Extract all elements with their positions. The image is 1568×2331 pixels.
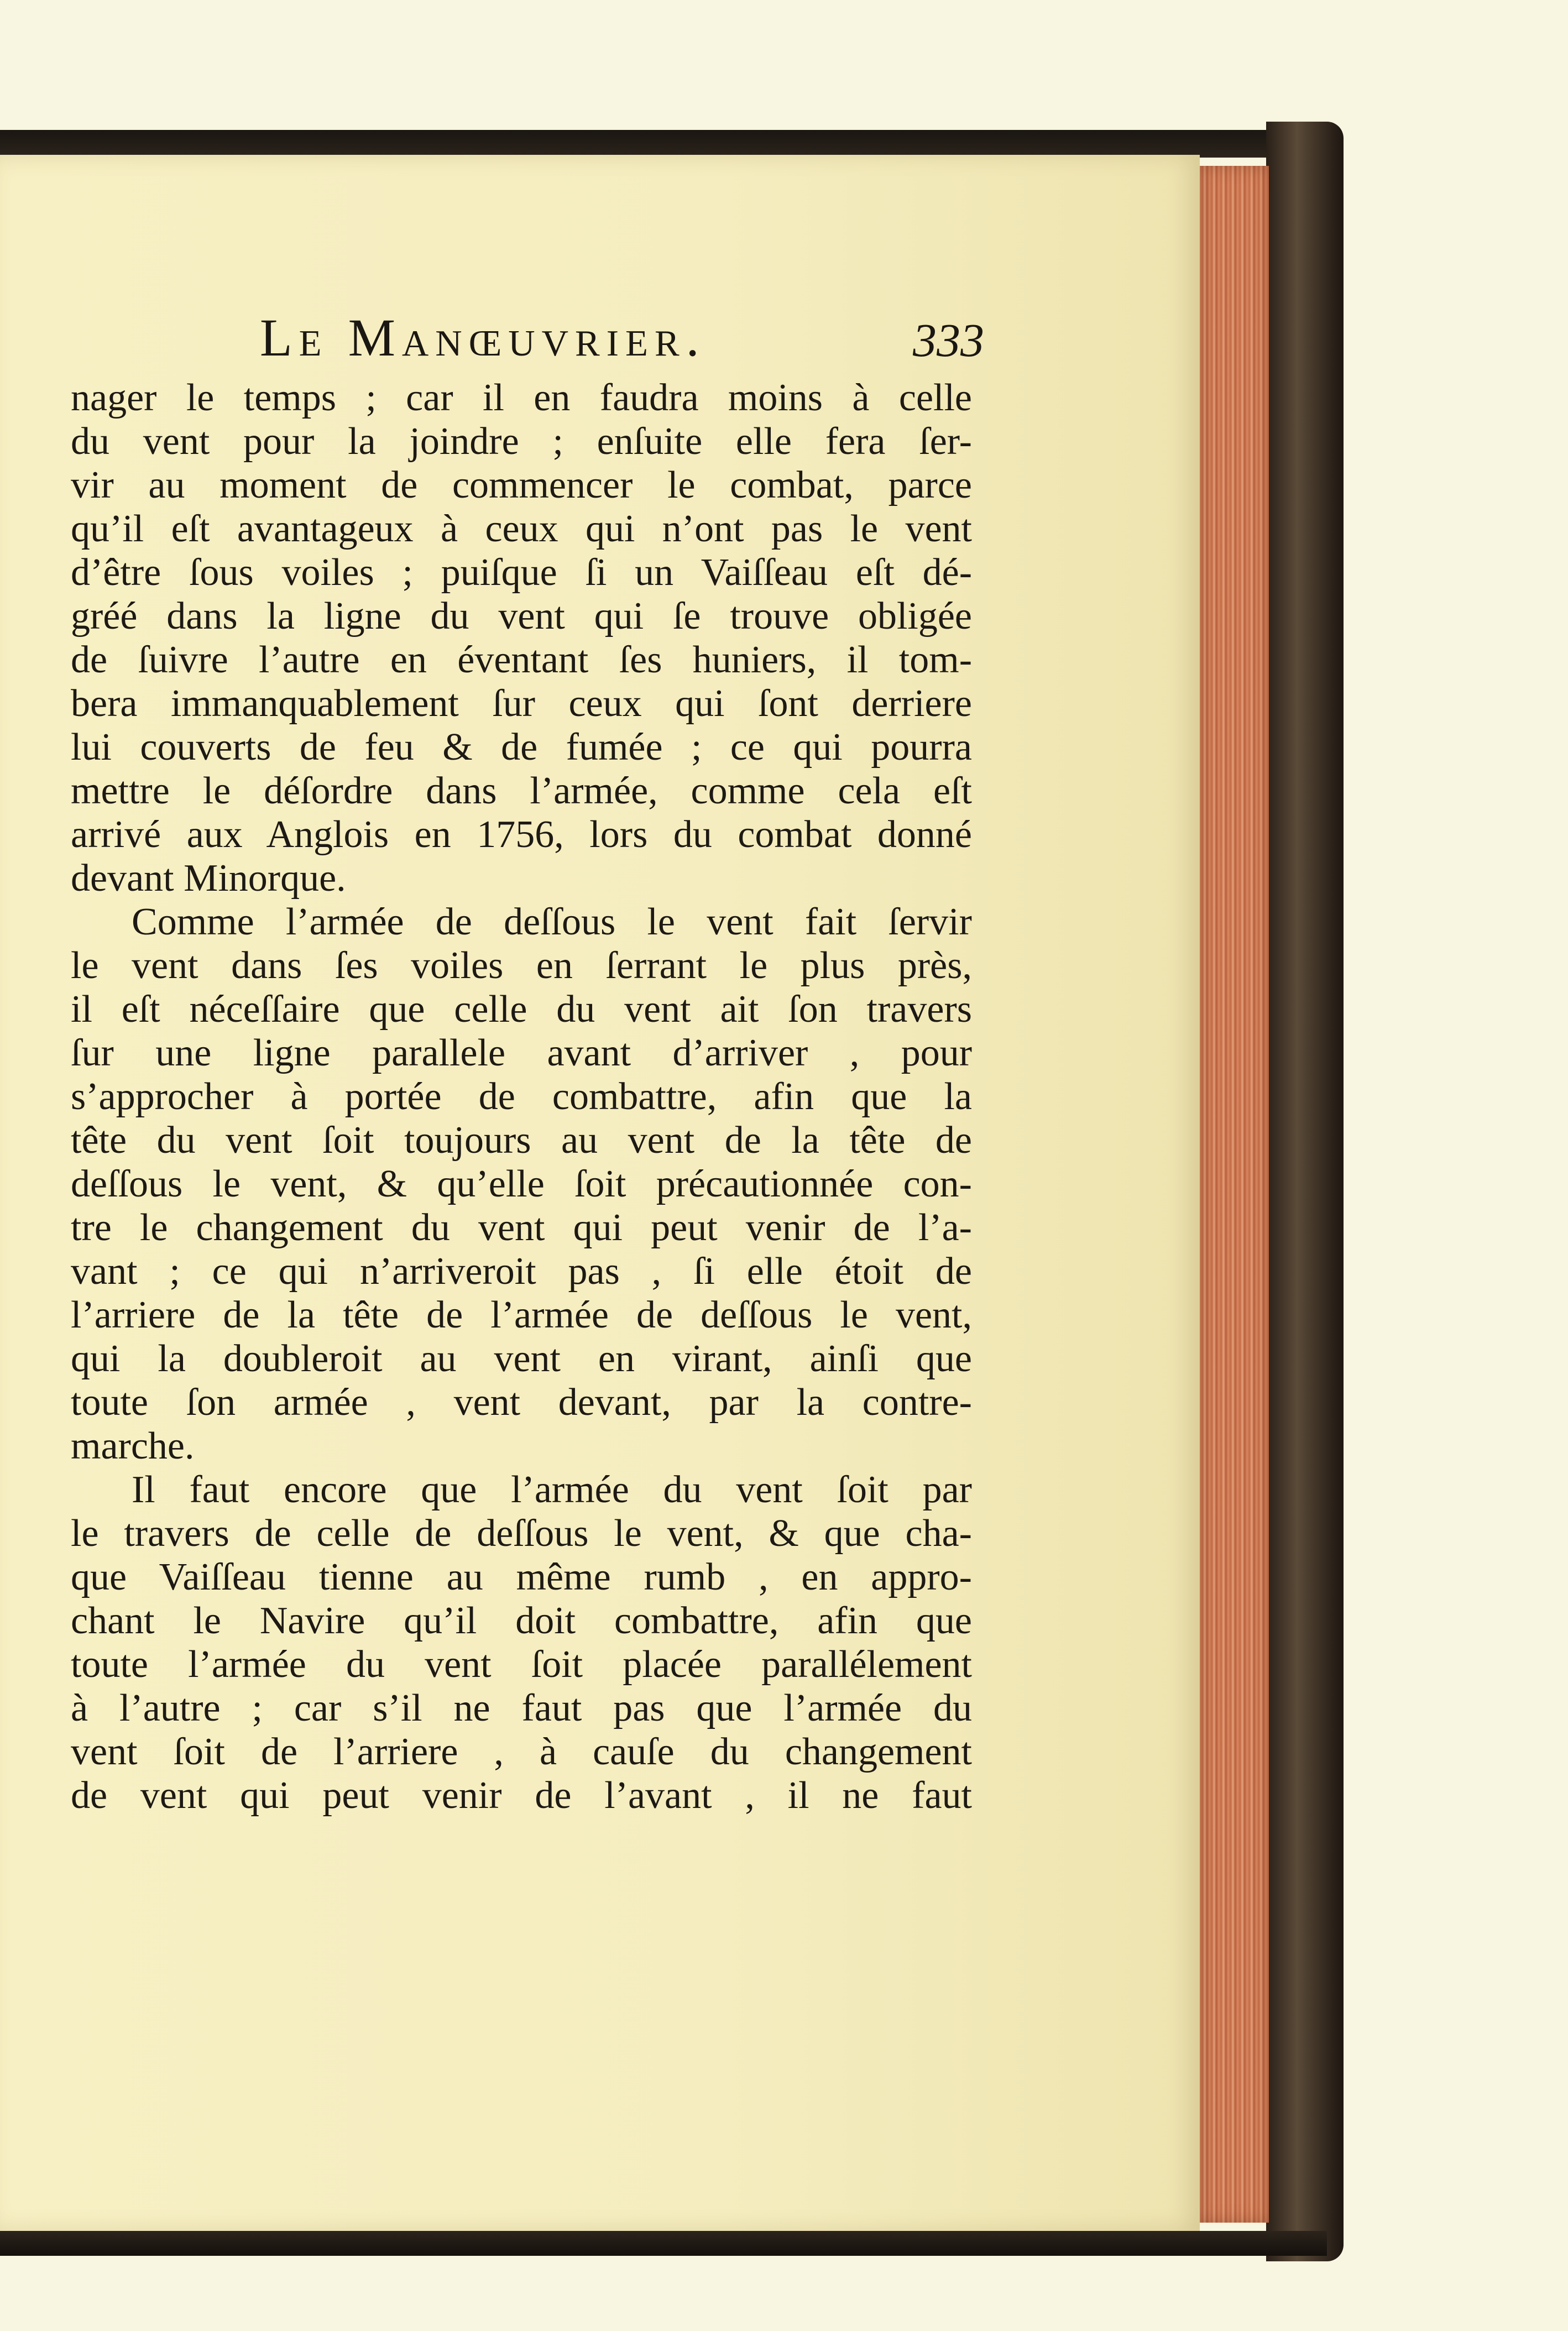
body-text [71,376,972,1817]
text-line: arrivé aux Anglois en 1756, lors du combat donné [71,813,972,856]
text-line: toute l’armée du vent ſoit placée parallélement [71,1643,972,1686]
text-line: de ſuivre l’autre en éventant ſes huniers, il tom- [71,639,972,681]
text-line: marche. [71,1425,195,1467]
text-line: nager le temps ; car il en faudra moins à celle [71,377,972,419]
text-line: qu’il eſt avantageux à ceux qui n’ont pas le vent [71,508,972,550]
text-line: du vent pour la joindre ; enſuite elle fera ſer- [71,420,972,463]
text-line: le travers de celle de deſſous le vent, & que cha- [71,1512,972,1555]
text-line: vir au moment de commencer le combat, parce [71,464,972,506]
running-head-title: Le Manœuvrier. [260,308,706,367]
text-line: d’être ſous voiles ; puiſque ſi un Vaiſſeau eſt dé- [71,551,972,594]
text-line: s’approcher à portée de combattre, afin que la [71,1075,972,1118]
text-line: qui la doubleroit au vent en virant, ainſi que [71,1337,972,1380]
page-number: 333 [913,313,984,367]
book-cover-top-edge [0,130,1327,158]
text-line: vant ; ce qui n’arriveroit pas , ſi elle étoit de [71,1250,972,1293]
text-line: vent ſoit de l’arriere , à cauſe du changement [71,1731,972,1773]
text-line: toute ſon armée , vent devant, par la contre- [71,1381,972,1424]
text-line: tête du vent ſoit toujours au vent de la tête de [71,1119,972,1162]
text-line: Comme l’armée de deſſous le vent fait ſervir [132,901,972,943]
text-line: devant Minorque. [71,857,346,900]
text-line: lui couverts de feu & de fumée ; ce qui pourra [71,726,972,769]
text-line: gréé dans la ligne du vent qui ſe trouve obligée [71,595,972,637]
text-line: de vent qui peut venir de l’avant , il ne faut [71,1774,972,1817]
text-line: à l’autre ; car s’il ne faut pas que l’armée du [71,1687,972,1729]
running-head [260,307,984,368]
text-line: deſſous le vent, & qu’elle ſoit précautionnée con- [71,1163,972,1205]
text-line: il eſt néceſſaire que celle du vent ait ſon travers [71,988,972,1031]
red-page-edges [1200,166,1269,2223]
text-line: tre le changement du vent qui peut venir de l’a- [71,1206,972,1249]
text-line: l’arriere de la tête de l’armée de deſſous le vent, [71,1294,972,1336]
text-line: bera immanquablement ſur ceux qui ſont derriere [71,682,972,725]
book-cover-spine-edge [1266,122,1344,2261]
text-line: que Vaiſſeau tienne au même rumb , en appro- [71,1556,972,1598]
text-line: mettre le déſordre dans l’armée, comme cela eſt [71,770,972,812]
text-line: le vent dans ſes voiles en ſerrant le plus près, [71,944,972,987]
text-line: Il faut encore que l’armée du vent ſoit par [132,1468,972,1511]
text-line: chant le Navire qu’il doit combattre, afin que [71,1600,972,1642]
text-line: ſur une ligne parallele avant d’arriver , pour [71,1032,972,1074]
book-cover-bottom-edge [0,2231,1327,2256]
